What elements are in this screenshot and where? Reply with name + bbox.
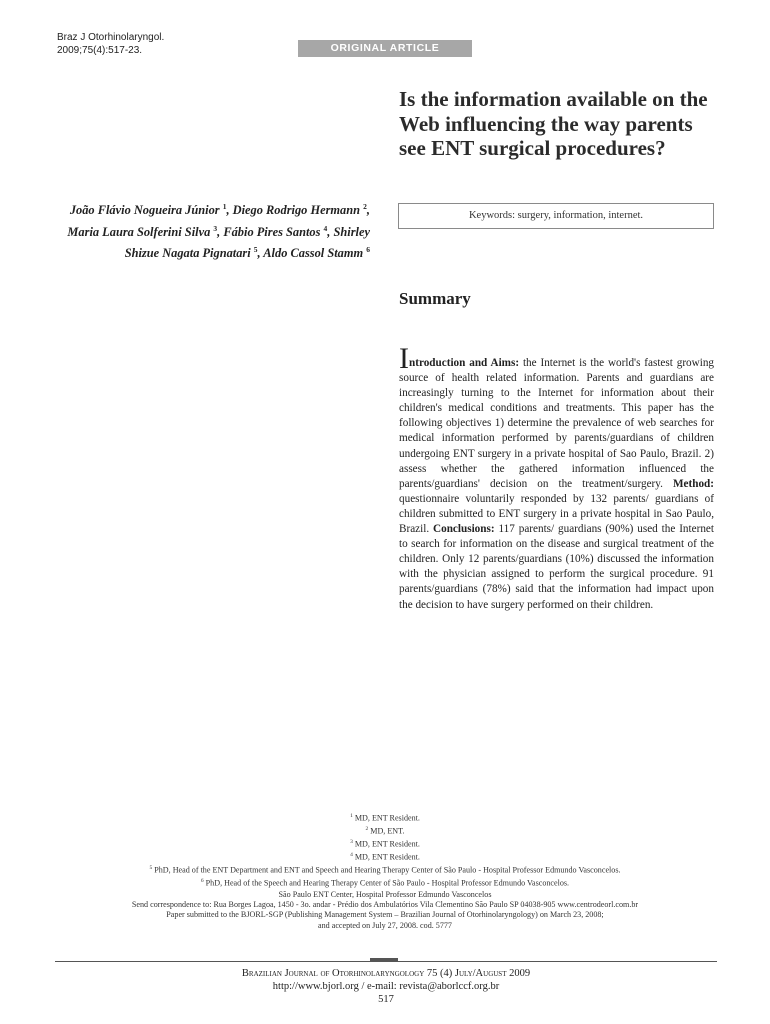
citation-line-1: Braz J Otorhinolaryngol.: [57, 32, 165, 43]
citation-line-2: 2009;75(4):517-23.: [57, 45, 143, 56]
conclusions-text: 117 parents/ guardians (90%) used the Internet to search for information on the disease and surgical treatment of the children. Only 12 parents/guardians (10%) discussed the information with the physician assigned to perform the surgical procedure. 91 parents/guardians (78%) said that the information had impact upon the decision to have surgery performed on their children.: [399, 523, 714, 611]
affiliation-line: $^4$ MD, ENT Resident.: [350, 852, 420, 862]
article-title: Is the information available on the Web influencing the way parents see ENT surgical procedures?: [399, 87, 708, 160]
affiliation-line: $^2$ MD, ENT.: [365, 826, 405, 836]
affiliation-line: $^1$ MD, ENT Resident.: [350, 813, 420, 823]
method-text: questionnaire voluntarily responded by 132 parents/ guardians of children submitted to ENT surgery in a private hospital in Sao Paulo, Brazil.: [399, 492, 714, 536]
section-badge: ORIGINAL ARTICLE: [298, 40, 472, 57]
author-name: Fábio Pires Santos: [223, 224, 321, 239]
author-name: Aldo Cassol Stamm: [263, 246, 364, 261]
author-sup: 3: [213, 223, 218, 233]
affiliation-line: $^3$ MD, ENT Resident.: [350, 839, 420, 849]
author-sup: 6: [366, 245, 370, 255]
keywords-box: Keywords: surgery, information, internet.: [398, 203, 714, 229]
author-sup: 2: [363, 202, 367, 211]
author-list: João Flávio Nogueira Júnior $^1$, Diego Rodrigo Hermann $^2$, Maria Laura Solferini Silva $^3$, Fábio Pires Santos $^4$, Shirley Shizue Nagata Pignatari $^5$, Aldo Cassol Stamm $^6$: [67, 202, 370, 261]
author-name: Diego Rodrigo Hermann: [232, 203, 361, 218]
intro-label: ntroduction and Aims:: [409, 357, 520, 369]
institution-line: São Paulo ENT Center, Hospital Professor Edmundo Vasconcelos: [278, 889, 492, 899]
summary-heading: Summary: [399, 289, 471, 308]
author-sup: 1: [222, 202, 227, 211]
correspondence-line: Send correspondence to: Rua Borges Lagoa, 1450 - 3o. andar - Prédio dos Ambulatórios Vila Clementino São Paulo SP 04038-905 www.centrodeorl.com.br: [131, 899, 639, 909]
journal-citation: [57, 31, 164, 57]
affiliation-line: $^6$ PhD, Head of the Speech and Hearing Therapy Center of São Paulo - Hospital Professor Edmundo Vasconcelos.: [200, 878, 570, 889]
footer-divider: [55, 961, 717, 962]
author-name: Shirley Shizue Nagata Pignatari: [124, 224, 370, 261]
footer-journal-line: Brazilian Journal of Otorhinolaryngology 75 (4) July/August 2009: [241, 968, 531, 979]
author-sup: 5: [253, 245, 258, 255]
conclusions-label: Conclusions:: [433, 523, 495, 536]
abstract-text: [399, 342, 715, 613]
affiliations: [40, 811, 730, 931]
intro-text: the Internet is the world's fastest growing source of health related information. Parents and guardians are increasingly turning to the Internet for information about their children's medical conditions and treatments. This paper has the following objectives 1) determine the prevalence of web searches for medical information performed by parents/guardians of children undergoing ENT surgery in a private hospital of Sao Paulo, Brazil. 2) assess whether the gathered information influenced the parents/guardians' decision on the treatment/surgery.: [399, 357, 715, 490]
affiliation-line: $^5$ PhD, Head of the ENT Department and ENT and Speech and Hearing Therapy Center of São Paulo - Hospital Professor Edmundo Vasconcelos.: [149, 865, 621, 876]
author-name: Maria Laura Solferini Silva: [67, 224, 211, 239]
acceptance-line: and accepted on July 27, 2008. cod. 5777: [318, 920, 452, 930]
submission-line: Paper submitted to the BJORL-SGP (Publishing Management System – Brazilian Journal of Otorhinolaryngology) on March 23, 2008;: [166, 910, 604, 920]
author-sup: 4: [323, 223, 328, 233]
page-footer: [55, 967, 717, 1006]
dropcap: I: [399, 342, 409, 375]
author-name: João Flávio Nogueira Júnior: [69, 203, 220, 218]
page-number: 517: [378, 994, 394, 1005]
method-label: Method:: [672, 477, 714, 490]
footer-web-line: http://www.bjorl.org / e-mail: revista@aborlccf.org.br: [272, 981, 500, 992]
